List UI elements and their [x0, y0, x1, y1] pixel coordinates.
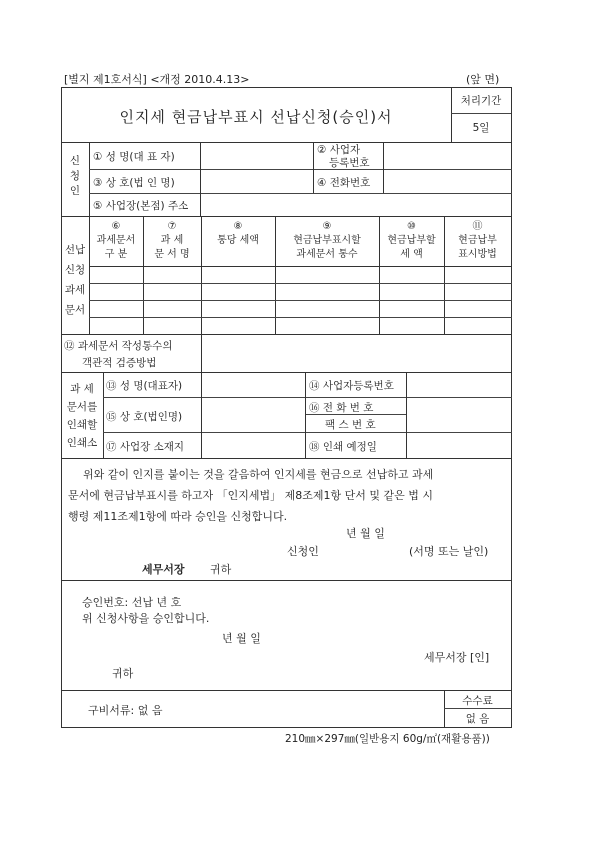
col-tax-amount-header: ⑩ 현금납부할 세 액 [387, 221, 436, 260]
printer-phone-field[interactable] [407, 398, 511, 413]
verification-method-field[interactable] [202, 335, 511, 371]
applicant-signature-field[interactable] [326, 541, 406, 557]
col-marking-method-header: ⑪ 현금납부 표시방법 [458, 221, 497, 260]
verification-label-1: ⑫ 과세문서 작성통수의 [64, 340, 173, 352]
documents-label-4: 문서 [64, 304, 86, 316]
approval-suffix: 귀하 [112, 667, 134, 680]
addressee-suffix: 귀하 [210, 563, 232, 576]
applicant-address-field[interactable] [201, 194, 510, 215]
printer-address-field[interactable] [202, 433, 304, 457]
processing-period-value: 5일 [472, 122, 490, 134]
approval-date: 년 월 일 [222, 632, 261, 645]
applicant-address-label: ⑤ 사업장(본점) 주소 [93, 200, 189, 212]
form-title: 인지세 현금납부표시 선납신청(승인)서 [119, 108, 393, 126]
printer-label-2: 문서를 [66, 401, 98, 413]
printer-phone-label: ⑯ 전 화 번 호 [309, 402, 374, 414]
printer-bizno-field[interactable] [407, 373, 511, 396]
printer-fax-field[interactable] [407, 415, 511, 431]
document-row[interactable] [90, 301, 511, 316]
verification-label-2: 객관적 검증방법 [82, 357, 157, 369]
printer-company-field[interactable] [202, 398, 304, 431]
col-tax-per-copy-header: ⑧ 통당 세액 [217, 221, 259, 246]
printer-label-1: 과 세 [70, 383, 94, 395]
form-number: [별지 제1호서식] <개정 2010.4.13> [64, 73, 250, 86]
approval-number: 승인번호: 선납 년 호 [82, 596, 182, 609]
col-copy-count-header: ⑨ 현금납부표시할 과세문서 통수 [293, 221, 361, 260]
applicant-company-field[interactable] [201, 170, 312, 192]
applicant-bizno-label-1: ② 사업자 [317, 144, 361, 156]
applicant-name-label: ① 성 명(대 표 자) [93, 151, 175, 163]
document-row[interactable] [90, 284, 511, 299]
applicant-name-field[interactable] [201, 143, 312, 168]
statement-line-3: 행령 제11조제1항에 따라 승인을 신청합니다. [68, 510, 288, 523]
printer-name-field[interactable] [202, 373, 304, 396]
printer-bizno-label: ⑭ 사업자등록번호 [309, 380, 394, 392]
approving-official-seal: 세무서장 [인] [424, 651, 490, 664]
applicant-phone-label: ④ 전화번호 [317, 177, 371, 189]
page-side-label: (앞 면) [466, 73, 500, 86]
document-row[interactable] [90, 267, 511, 282]
col-doc-type-header: ⑥ 과세문서 구 분 [96, 221, 136, 260]
applicant-bizno-field[interactable] [384, 143, 510, 168]
applicant-company-label: ③ 상 호(법 인 명) [93, 177, 175, 189]
applicant-label-1: 신 [69, 155, 81, 167]
required-documents-label: 구비서류: 없 음 [88, 704, 163, 717]
printer-fax-label: 팩 스 번 호 [325, 419, 376, 431]
applicant-label-2: 청 [69, 170, 81, 182]
printer-name-label: ⑬ 성 명(대표자) [106, 380, 183, 392]
printer-address-label: ⑰ 사업장 소재지 [106, 441, 185, 453]
applicant-phone-field[interactable] [384, 170, 510, 192]
fee-label: 수수료 [462, 695, 493, 707]
col-doc-name-header: ⑦ 과 세 문 서 명 [154, 221, 190, 260]
document-row[interactable] [90, 318, 511, 333]
application-date: 년 월 일 [346, 527, 385, 540]
documents-label-3: 과세 [64, 284, 86, 296]
printer-label-4: 인쇄소 [66, 437, 98, 449]
signature-or-seal-note: (서명 또는 날인) [409, 545, 489, 558]
applicant-bizno-label-2: 등록번호 [329, 157, 370, 169]
paper-spec: 210㎜×297㎜(일반용지 60g/㎡(재활용품)) [285, 733, 490, 745]
printer-date-label: ⑱ 인쇄 예정일 [309, 441, 377, 453]
statement-line-1: 위와 같이 인지를 붙이는 것을 갈음하여 인지세를 현금으로 선납하고 과세 [83, 468, 434, 481]
addressee-tax-office: 세무서장 [142, 563, 185, 576]
documents-label-2: 신청 [64, 264, 86, 276]
documents-label-1: 선납 [64, 244, 86, 256]
approval-statement: 위 신청사항을 승인합니다. [82, 612, 210, 625]
applicant-label-3: 인 [69, 185, 81, 197]
processing-period-label: 처리기간 [460, 95, 502, 107]
printer-company-label: ⑮ 상 호(법인명) [106, 411, 183, 423]
applicant-signature-label: 신청인 [287, 545, 319, 558]
printer-date-field[interactable] [407, 433, 511, 457]
printer-label-3: 인쇄할 [66, 419, 98, 431]
statement-line-2: 문서에 현금납부표시를 하고자 「인지세법」 제8조제1항 단서 및 같은 법 시 [68, 489, 433, 502]
fee-value: 없 음 [465, 713, 490, 725]
